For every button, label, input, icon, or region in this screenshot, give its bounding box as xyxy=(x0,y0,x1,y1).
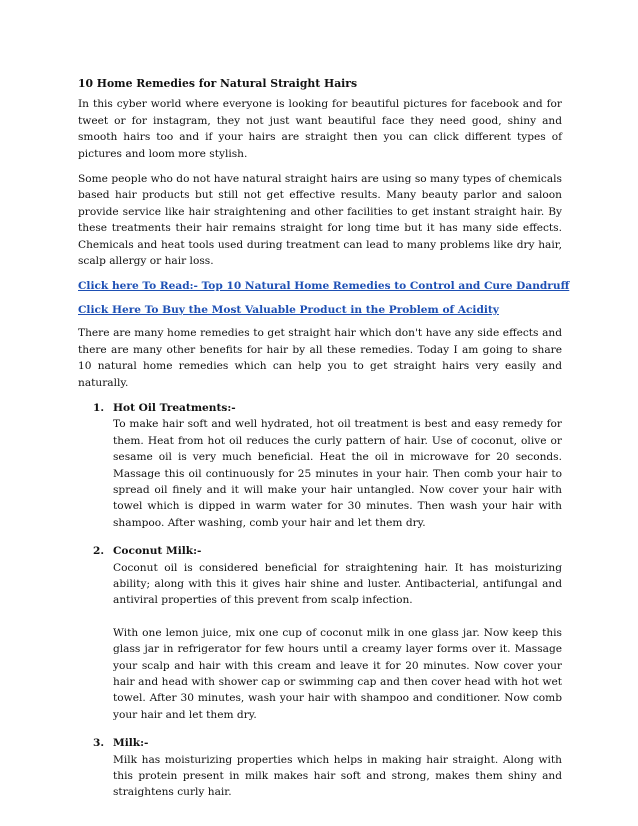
remedy-text: To make hair soft and well hydrated, hot oil treatment is best and easy remedy for them. Heat from hot oil reduces the curly pattern of hair. Use of coconut, olive or sesame oil is very much beneficial. Heat the oil in microwave for 20 seconds. Massage this oil continuously for 25 minutes in your hair. Then comb your hair to spread oil finely and it will make your hair untangled. Now cover your hair with towel which is dipped in warm water for 30 minutes. Then wash your hair with shampoo. After washing, comb your hair and let them dry. xyxy=(113,418,562,529)
link-dandruff-remedies[interactable]: Click here To Read:- Top 10 Natural Home Remedies to Control and Cure Dandruff xyxy=(78,280,570,293)
remedy-title: Coconut Milk:- xyxy=(113,545,202,558)
document-title: 10 Home Remedies for Natural Straight Hairs xyxy=(78,77,358,90)
list-item-number: 2. xyxy=(93,545,105,558)
list-item xyxy=(78,543,562,723)
remedy-title: Hot Oil Treatments:- xyxy=(113,401,236,414)
paragraph-intro-2: Some people who do not have natural straight hairs are using so many types of chemicals based hair products but still not get effective results. Many beauty parlor and saloon provide service like hair straightening and other facilities to get instant straight hair. By these treatments their hair remains straight for long time but it has many side effects. Chemicals and heat tools used during treatment can lead to many problems like dry hair, scalp allergy or hair loss. xyxy=(78,173,562,268)
paragraph-intro-1: In this cyber world where everyone is looking for beautiful pictures for facebook and for tweet or for instagram, they not just want beautiful face they need good, shiny and smooth hairs too and if your hairs are straight then you can click different types of pictures and loom more stylish. xyxy=(78,98,562,160)
remedy-text: Milk has moisturizing properties which helps in making hair straight. Along with this protein present in milk makes hair soft and strong, makes them shiny and straightens curly hair. xyxy=(113,753,562,799)
document-page xyxy=(78,76,570,813)
remedies-list xyxy=(78,400,562,801)
list-item-number: 3. xyxy=(93,737,105,750)
list-item xyxy=(78,735,562,801)
link-acidity-product[interactable]: Click Here To Buy the Most Valuable Product in the Problem of Acidity xyxy=(78,303,499,316)
list-item xyxy=(78,400,562,531)
list-item-number: 1. xyxy=(93,401,105,414)
remedy-text: Coconut oil is considered beneficial for straightening hair. It has moisturizing ability; along with this it gives hair shine and luster. Antibacterial, antifungal and antiviral properties of this prevent from scalp infection. xyxy=(113,561,562,607)
remedy-title: Milk:- xyxy=(113,737,149,750)
remedy-text: With one lemon juice, mix one cup of coconut milk in one glass jar. Now keep this glass jar in refrigerator for few hours until a creamy layer forms over it. Massage your scalp and hair with this cream and leave it for 20 minutes. Now cover your hair and head with shower cap or swimming cap and then cover head with hot wet towel. After 30 minutes, wash your hair with shampoo and conditioner. Now comb your hair and let them dry. xyxy=(113,626,562,721)
paragraph-remedies-intro: There are many home remedies to get straight hair which don't have any side effects and there are many other benefits for hair by all these remedies. Today I am going to share 10 natural home remedies which can help you to get straight hairs very easily and naturally. xyxy=(78,327,562,389)
